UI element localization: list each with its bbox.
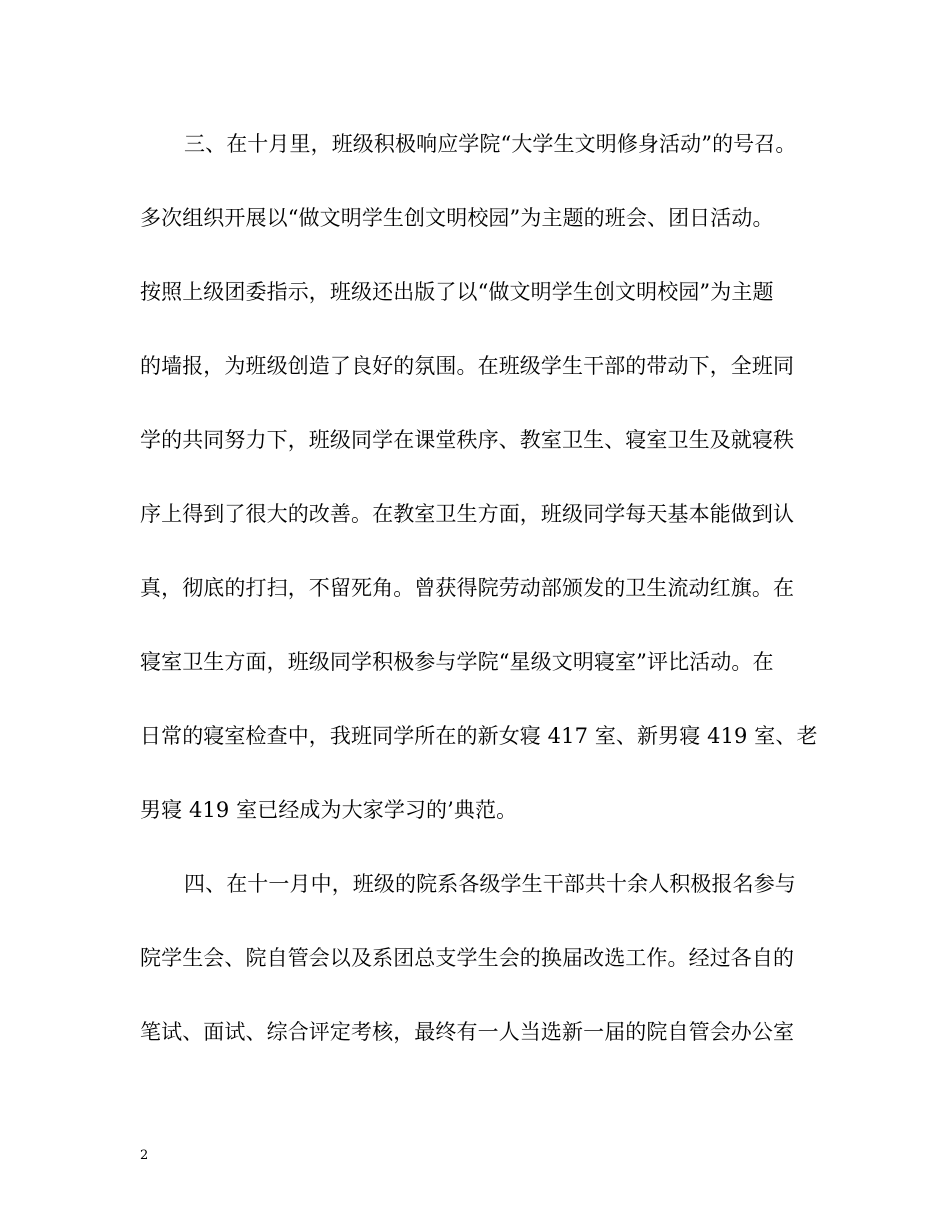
paragraph-3-line-5: 学的共同努力下，班级同学在课堂秩序、教室卫生、寝室卫生及就寝秩 <box>140 428 795 452</box>
paragraph-3-line-3: 按照上级团委指示，班级还出版了以“做文明学生创文明校园”为主题 <box>140 280 774 304</box>
paragraph-4-line-3: 笔试、面试、综合评定考核，最终有一人当选新一届的院自管会办公室 <box>140 1020 795 1044</box>
paragraph-3-line-10: 男寝 419 室已经成为大家学习的’典范。 <box>140 798 518 822</box>
paragraph-3-line-1: 三、在十月里，班级积极响应学院“大学生文明修身活动”的号召。 <box>184 132 797 156</box>
paragraph-3-line-6: 序上得到了很大的改善。在教室卫生方面，班级同学每天基本能做到认 <box>140 502 795 526</box>
paragraph-3-line-4: 的墙报，为班级创造了良好的氛围。在班级学生干部的带动下，全班同 <box>140 354 795 378</box>
paragraph-3-line-7: 真，彻底的打扫，不留死角。曾获得院劳动部颁发的卫生流动红旗。在 <box>140 576 795 600</box>
paragraph-3-line-8: 寝室卫生方面，班级同学积极参与学院“星级文明寝室”评比活动。在 <box>140 650 774 674</box>
paragraph-4-line-1: 四、在十一月中，班级的院系各级学生干部共十余人积极报名参与 <box>184 872 796 896</box>
paragraph-3-line-2: 多次组织开展以“做文明学生创文明校园”为主题的班会、团日活动。 <box>140 206 774 230</box>
paragraph-4-line-2: 院学生会、院自管会以及系团总支学生会的换届改选工作。经过各自的 <box>140 946 795 970</box>
page-number: 2 <box>140 1148 149 1163</box>
paragraph-3-line-9: 日常的寝室检查中，我班同学所在的新女寝 417 室、新男寝 419 室、老 <box>140 724 818 748</box>
